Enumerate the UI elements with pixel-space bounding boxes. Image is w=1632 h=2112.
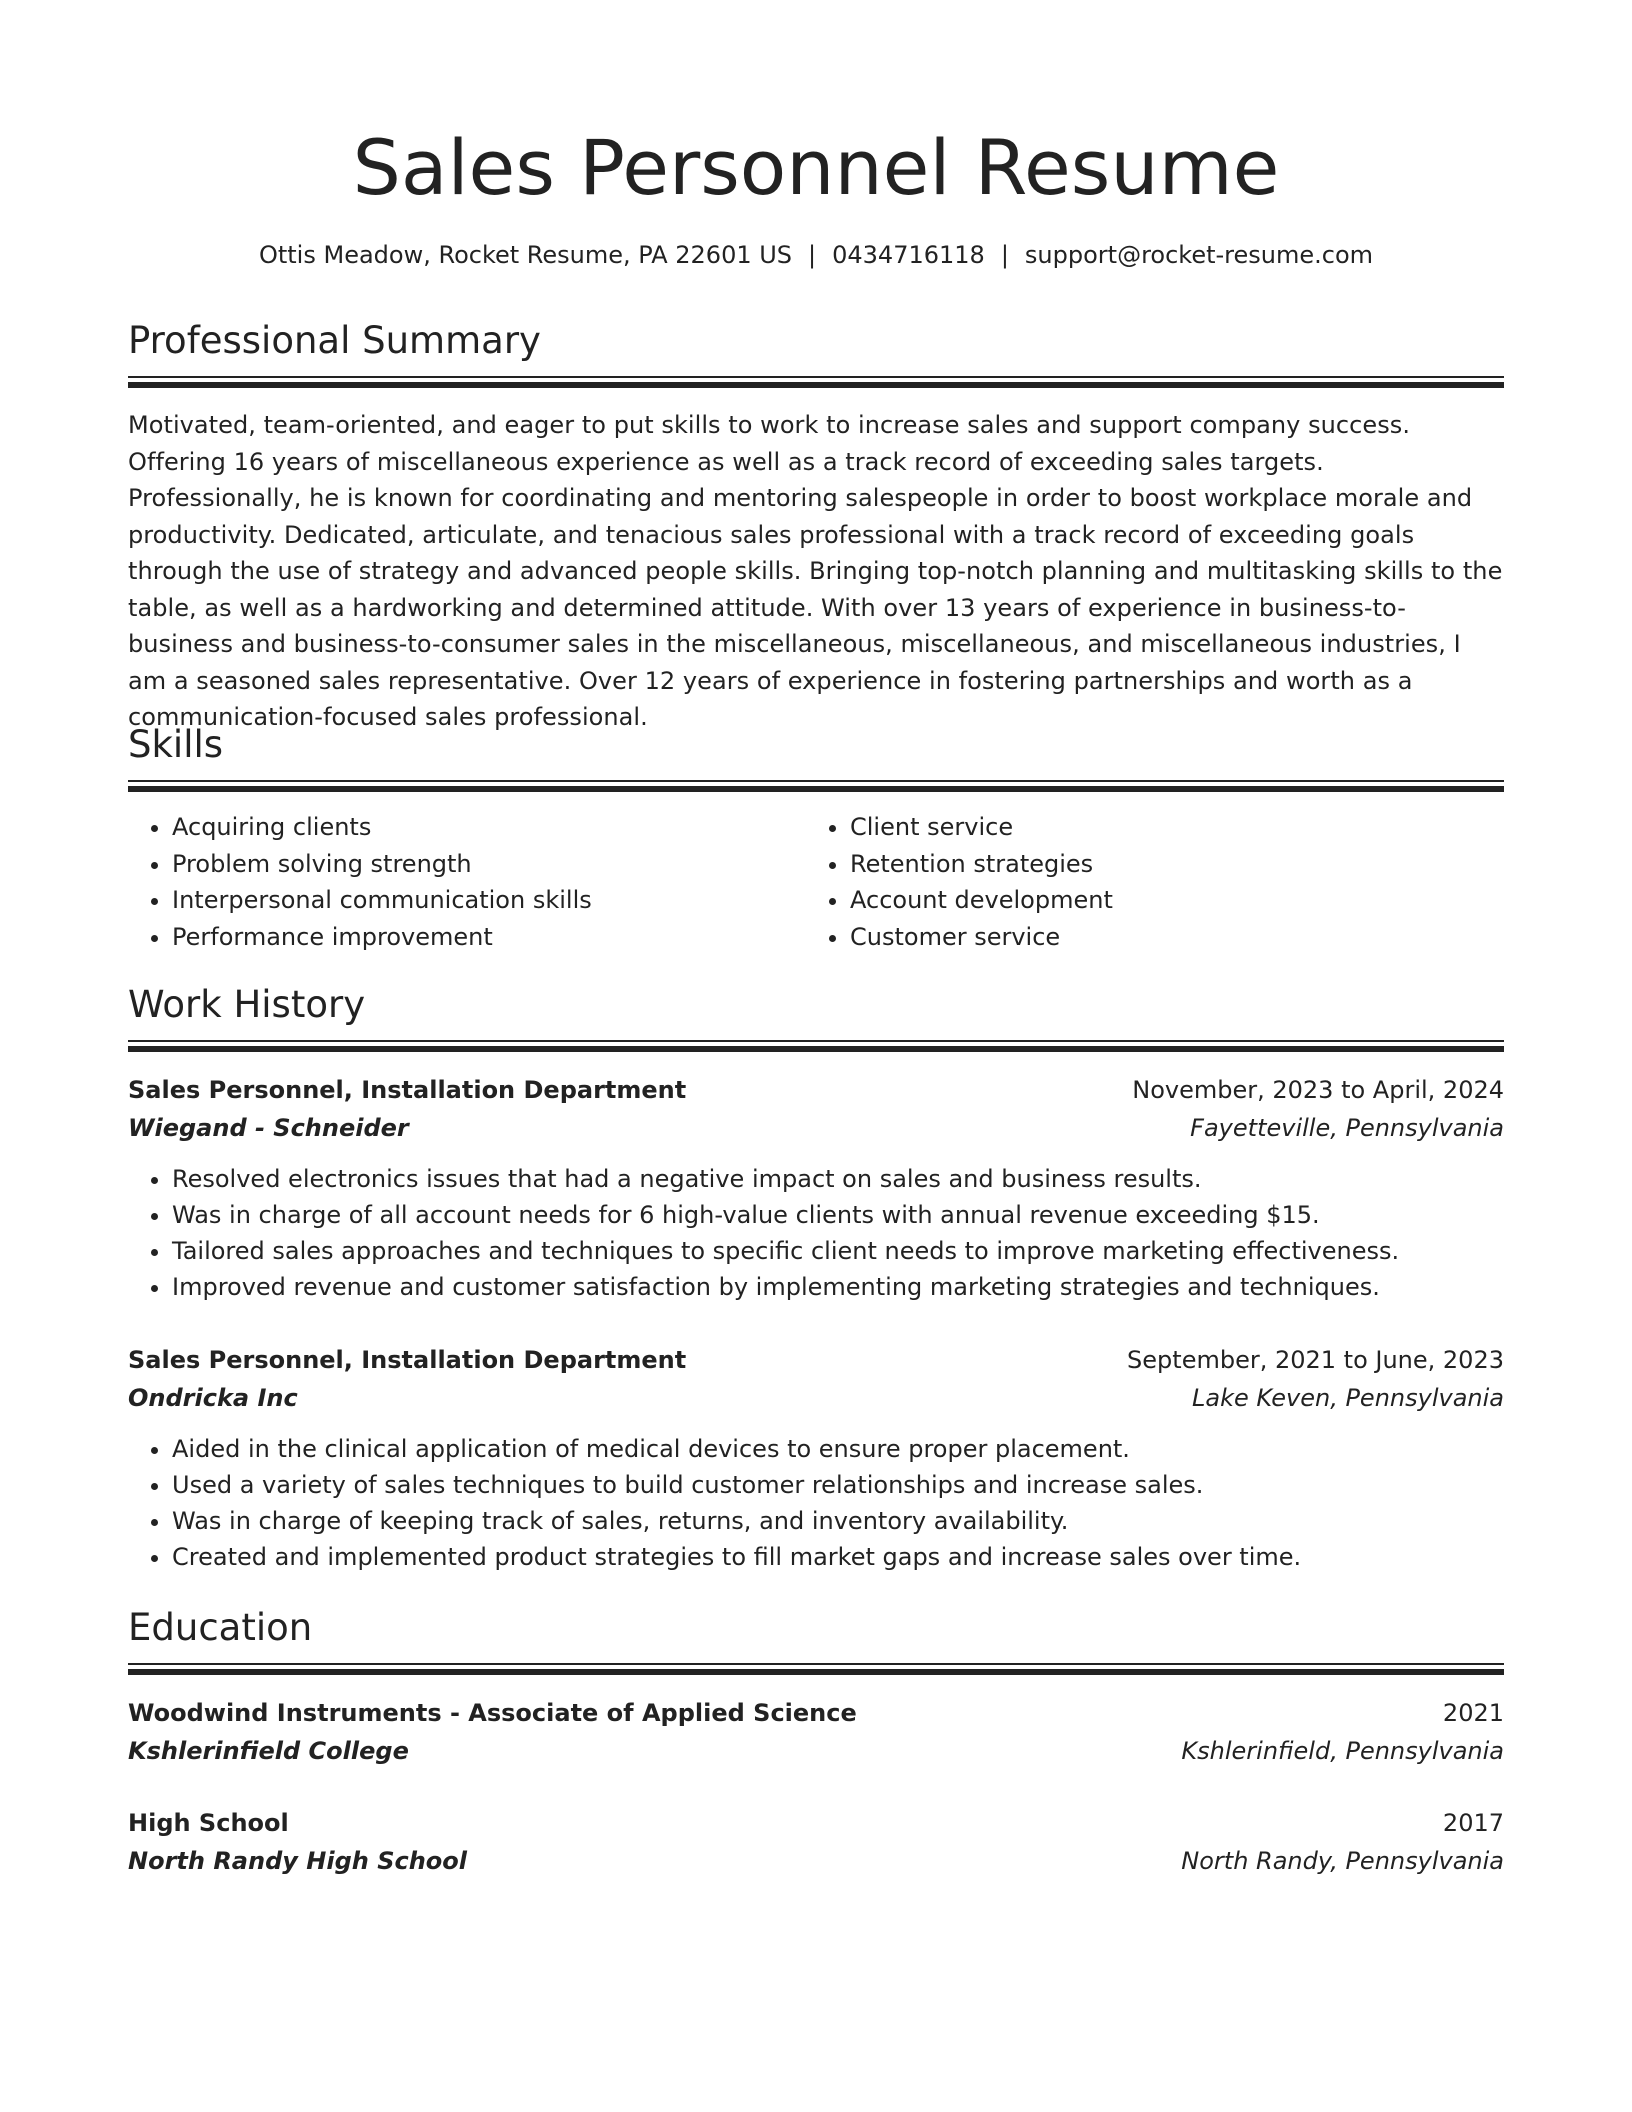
education-heading: Education xyxy=(128,1606,313,1649)
contact-email: support@rocket-resume.com xyxy=(1024,241,1374,269)
education-entry xyxy=(128,1694,1504,1770)
work-section xyxy=(128,980,1504,1053)
education-school: North Randy High School xyxy=(128,1847,467,1875)
education-header xyxy=(128,1804,1504,1842)
job-dates: November, 2023 to April, 2024 xyxy=(1132,1076,1504,1104)
skill-item: • Interpersonal communication skills xyxy=(172,882,806,919)
skills-list-left xyxy=(128,809,806,955)
contact-address: Ottis Meadow, Rocket Resume, PA 22601 US xyxy=(258,241,793,269)
job-location: Fayetteville, Pennsylvania xyxy=(1190,1114,1504,1142)
education-location: North Randy, Pennsylvania xyxy=(1181,1847,1504,1875)
section-divider xyxy=(128,1040,1504,1053)
skill-item: • Retention strategies xyxy=(850,846,1484,883)
job-title: Sales Personnel, Installation Department xyxy=(128,1346,687,1374)
job-header xyxy=(128,1341,1504,1379)
skills-section xyxy=(128,720,1504,955)
skill-item: • Customer service xyxy=(850,919,1484,956)
job-bullet: • Used a variety of sales techniques to build customer relationships and increase sales. xyxy=(172,1467,1504,1503)
education-degree: High School xyxy=(128,1809,289,1837)
job-bullets xyxy=(128,1161,1504,1305)
section-divider xyxy=(128,376,1504,389)
summary-text: Motivated, team-oriented, and eager to put skills to work to increase sales and support company success. Offering 16 years of miscellaneous experience as well as a track record of exceeding sales targets. Professionally, he is known for coordinating and mentoring salespeople in order to boost workplace morale and productivity. Dedicated, articulate, and tenacious sales professional with a track record of exceeding goals through the use of strategy and advanced people skills. Bringing top-notch planning and multitasking skills to the table, as well as a hardworking and determined attitude. With over 13 years of experience in business-to-business and business-to-consumer sales in the miscellaneous, miscellaneous, and miscellaneous industries, I am a seasoned sales representative. Over 12 years of experience in fostering partnerships and worth as a communication-focused sales professional. xyxy=(128,411,1503,731)
education-year: 2021 xyxy=(1442,1699,1504,1727)
section-divider xyxy=(128,1663,1504,1676)
job-title: Sales Personnel, Installation Department xyxy=(128,1076,687,1104)
skill-item: • Acquiring clients xyxy=(172,809,806,846)
resume-title: Sales Personnel Resume xyxy=(352,123,1280,212)
skills-list-right xyxy=(806,809,1484,955)
job-bullet: • Aided in the clinical application of medical devices to ensure proper placement. xyxy=(172,1431,1504,1467)
job-bullet: • Created and implemented product strategies to fill market gaps and increase sales over time. xyxy=(172,1539,1504,1575)
contact-separator: | xyxy=(808,241,817,269)
education-year: 2017 xyxy=(1442,1809,1504,1837)
skills-heading: Skills xyxy=(128,723,224,766)
job-company: Ondricka Inc xyxy=(128,1384,298,1412)
education-entry xyxy=(128,1804,1504,1880)
job-bullet: • Improved revenue and customer satisfaction by implementing marketing strategies and techniques. xyxy=(172,1269,1504,1305)
education-subheader xyxy=(128,1732,1504,1770)
job-dates: September, 2021 to June, 2023 xyxy=(1127,1346,1504,1374)
contact-phone: 0434716118 xyxy=(832,241,985,269)
job-entry xyxy=(128,1341,1504,1575)
job-bullets xyxy=(128,1431,1504,1575)
skill-item: • Account development xyxy=(850,882,1484,919)
education-degree: Woodwind Instruments - Associate of Applied Science xyxy=(128,1699,857,1727)
skill-item: • Client service xyxy=(850,809,1484,846)
section-divider xyxy=(128,780,1504,793)
summary-heading: Professional Summary xyxy=(128,319,541,362)
job-bullet: • Resolved electronics issues that had a negative impact on sales and business results. xyxy=(172,1161,1504,1197)
work-heading: Work History xyxy=(128,983,366,1026)
education-location: Kshlerinfield, Pennsylvania xyxy=(1181,1737,1504,1765)
job-subheader xyxy=(128,1379,1504,1417)
job-subheader xyxy=(128,1109,1504,1147)
education-subheader xyxy=(128,1842,1504,1880)
contact-separator: | xyxy=(1000,241,1009,269)
job-bullet: • Was in charge of all account needs for 6 high-value clients with annual revenue exceeding $15. xyxy=(172,1197,1504,1233)
job-location: Lake Keven, Pennsylvania xyxy=(1192,1384,1504,1412)
education-school: Kshlerinfield College xyxy=(128,1737,409,1765)
job-header xyxy=(128,1071,1504,1109)
job-entry xyxy=(128,1071,1504,1305)
summary-section xyxy=(128,316,1504,736)
job-bullet: • Was in charge of keeping track of sales, returns, and inventory availability. xyxy=(172,1503,1504,1539)
job-company: Wiegand - Schneider xyxy=(128,1114,409,1142)
skill-item: • Problem solving strength xyxy=(172,846,806,883)
education-section xyxy=(128,1603,1504,1676)
skill-item: • Performance improvement xyxy=(172,919,806,956)
skills-grid xyxy=(128,809,1504,955)
education-header xyxy=(128,1694,1504,1732)
job-bullet: • Tailored sales approaches and techniques to specific client needs to improve marketing effectiveness. xyxy=(172,1233,1504,1269)
contact-line xyxy=(128,238,1504,272)
